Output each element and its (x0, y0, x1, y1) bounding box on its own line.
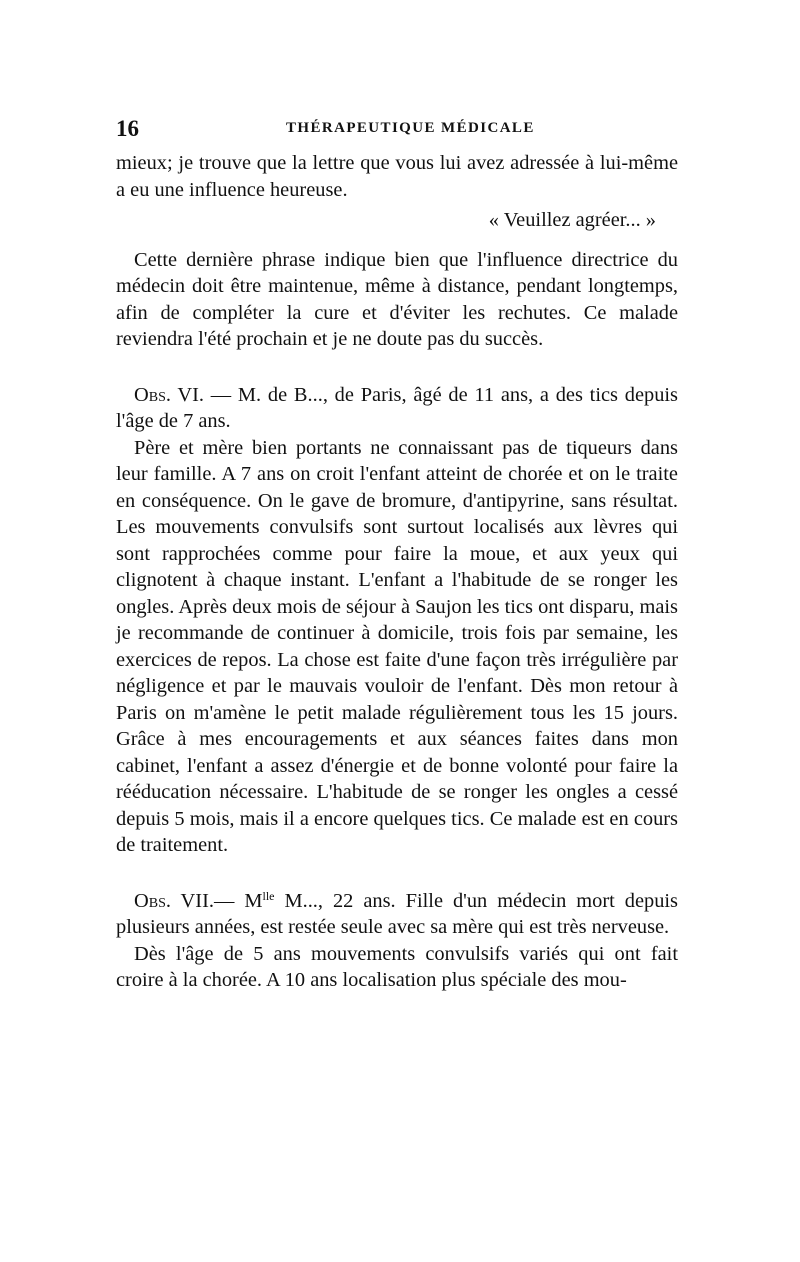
page-header (116, 116, 676, 146)
page-number: 16 (116, 116, 139, 141)
observation-6-intro-text: — M. de B..., de Paris, âgé de 11 ans, a des tics depuis l'âge de 7 ans. (116, 383, 678, 432)
observation-7-body: Dès l'âge de 5 ans mouvements convulsifs variés qui ont fait croire à la chorée. A 10 ans localisation plus spéciale des mou- (116, 942, 678, 991)
observation-7-intro-text: M..., 22 ans. Fille d'un médecin mort depuis plusieurs années, est restée seule avec sa mère qui est très nerveuse. (116, 889, 678, 938)
observation-7-superscript: lle (262, 888, 275, 903)
observation-6-label: Obs. VI. (134, 383, 204, 406)
observation-7-dash: — M (213, 889, 263, 912)
observation-6-body: Père et mère bien portants ne connaissant pas de tiqueurs dans leur famille. A 7 ans on croit l'enfant atteint de chorée et on le traite en conséquence. On le gave de bromure, d'antipyrine, sans résultat. Les mouvements convulsifs sont surtout localisés aux lèvres qui sont rapprochées comme pour faire la moue, et aux yeux qui clignotent à chaque instant. L'enfant a l'habitude de se ronger les ongles. Après deux mois de séjour à Saujon les tics ont disparu, mais je recommande de continuer à domicile, trois fois par semaine, les exercices de repos. La chose est faite d'une façon très irrégulière par négligence et par le mauvais vouloir de l'enfant. Dès mon retour à Paris on m'amène le petit malade régulièrement tous les 15 jours. Grâce à mes encouragements et aux séances faites dans mon cabinet, l'enfant a assez d'énergie et de bonne volonté pour faire la rééducation nécessaire. L'habitude de se ronger les ongles a cessé depuis 5 mois, mais il a encore quelques tics. Ce malade est en cours de traitement. (116, 436, 678, 856)
letter-closing: « Veuillez agréer... » (488, 209, 656, 231)
observation-7-intro (116, 888, 678, 941)
paragraph-commentary: Cette dernière phrase indique bien que l'influence directrice du médecin doit être maintenue, même à distance, pendant longtemps, afin de compléter la cure et d'éviter les rechutes. Ce malade reviendra l'été prochain et je ne doute pas du succès. (116, 248, 678, 350)
running-title: THÉRAPEUTIQUE MÉDICALE (286, 120, 535, 136)
observation-7-label: Obs. VII. (134, 889, 214, 912)
body-text (116, 150, 678, 994)
paragraph-continuation: mieux; je trouve que la lettre que vous lui avez adressée à lui-même a eu une influence heureuse. (116, 152, 678, 201)
observation-6-intro (116, 382, 678, 435)
